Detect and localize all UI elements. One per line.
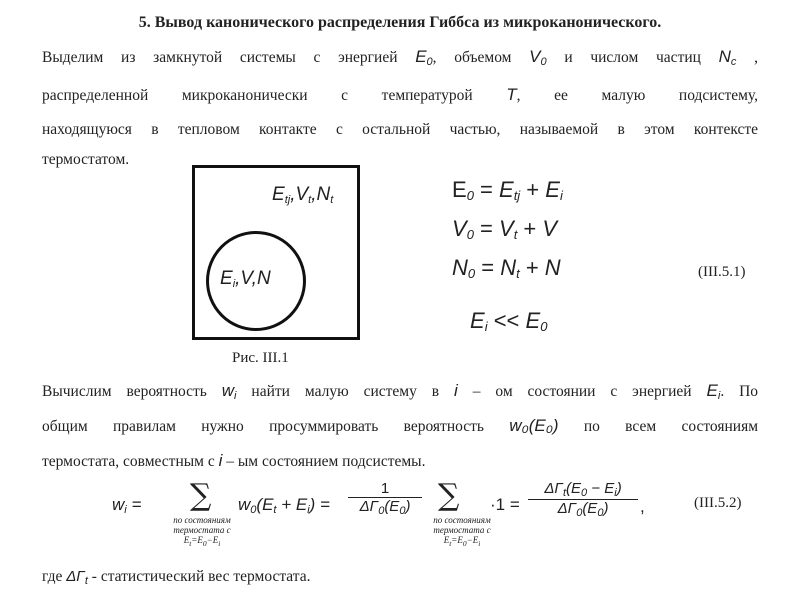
para1-line1: Выделим из замкнутой системы с энергией $E_0$, объемом $V_0$ и числом частиц $N_c$ ,	[42, 47, 758, 68]
footer-line: где $\Delta\Gamma_t$ - статистический вес термостата.	[42, 568, 311, 587]
inner-label: $E_i,V,N$	[220, 268, 271, 290]
para2-line1: Вычислим вероятность $w_i$ найти малую систему в i – ом состоянии с энергией $E_i$. По	[42, 381, 759, 402]
symbol-T: T	[506, 85, 517, 104]
eq-energy: $E_0 = E_{tj} + E_i$	[452, 177, 563, 203]
eq-particles: $N_0 = N_t + N$	[452, 255, 561, 281]
figure-caption: Рис. III.1	[232, 350, 289, 366]
symbol-Ei: $E_i$	[706, 381, 721, 402]
sum-label-1: по состояниям термостата с $E_t=E_0-E_i$	[173, 515, 231, 548]
symbol-wi: $w_i$	[221, 381, 237, 402]
eq-volume: $V_0 = V_t + V$	[452, 216, 558, 242]
outer-label: $E_{tj},V_t,N_t$	[272, 184, 334, 206]
sum-symbol-1: ∑	[190, 478, 212, 513]
sum-symbol-2: ∑	[438, 478, 460, 513]
para1-line4: термостатом.	[42, 151, 130, 168]
formula-dot-one: ·1 =	[490, 495, 520, 514]
symbol-i: i	[454, 381, 458, 400]
symbol-Nc: $N_c$	[718, 47, 737, 68]
formula-lhs: $w_i$ =	[112, 495, 142, 516]
formula-comma: ,	[640, 497, 645, 516]
symbol-i2: i	[218, 451, 223, 470]
sum-label-2: по состояниям термостата с $E_t=E_0-E_i$	[433, 515, 491, 548]
para2-line2: общим правилам нужно просуммировать вероятность w₀(E₀) по всем состояниям	[42, 416, 759, 435]
para2-line3: термостата, совместным с i – ым состоянием подсистемы.	[42, 451, 426, 470]
eq-number-2: (III.5.2)	[694, 495, 742, 511]
fraction-1: 1 $\Delta\Gamma_0(E_0)$	[348, 480, 422, 517]
eq-inequality: $E_i << E_0$	[470, 308, 548, 334]
fraction-2: $\Delta\Gamma_t(E_0 - E_i)$ $\Delta\Gamma_0(E_0)$	[528, 480, 638, 519]
formula-term1: $w_0(E_t + E_i)$ =	[238, 495, 330, 516]
symbol-w0E0: w₀(E₀)	[509, 416, 559, 435]
para1-line2: распределенной микроканонически с температурой T, ее малую подсистему,	[42, 85, 758, 104]
symbol-E0: $E_0$	[415, 47, 433, 68]
para1-line3: находящуюся в тепловом контакте с остальной частью, называемой в этом контексте	[42, 121, 758, 138]
symbol-V0: $V_0$	[529, 47, 547, 68]
eq-number-1: (III.5.1)	[698, 264, 746, 280]
section-title: 5. Вывод канонического распределения Гиббса из микроканонического.	[138, 14, 662, 31]
